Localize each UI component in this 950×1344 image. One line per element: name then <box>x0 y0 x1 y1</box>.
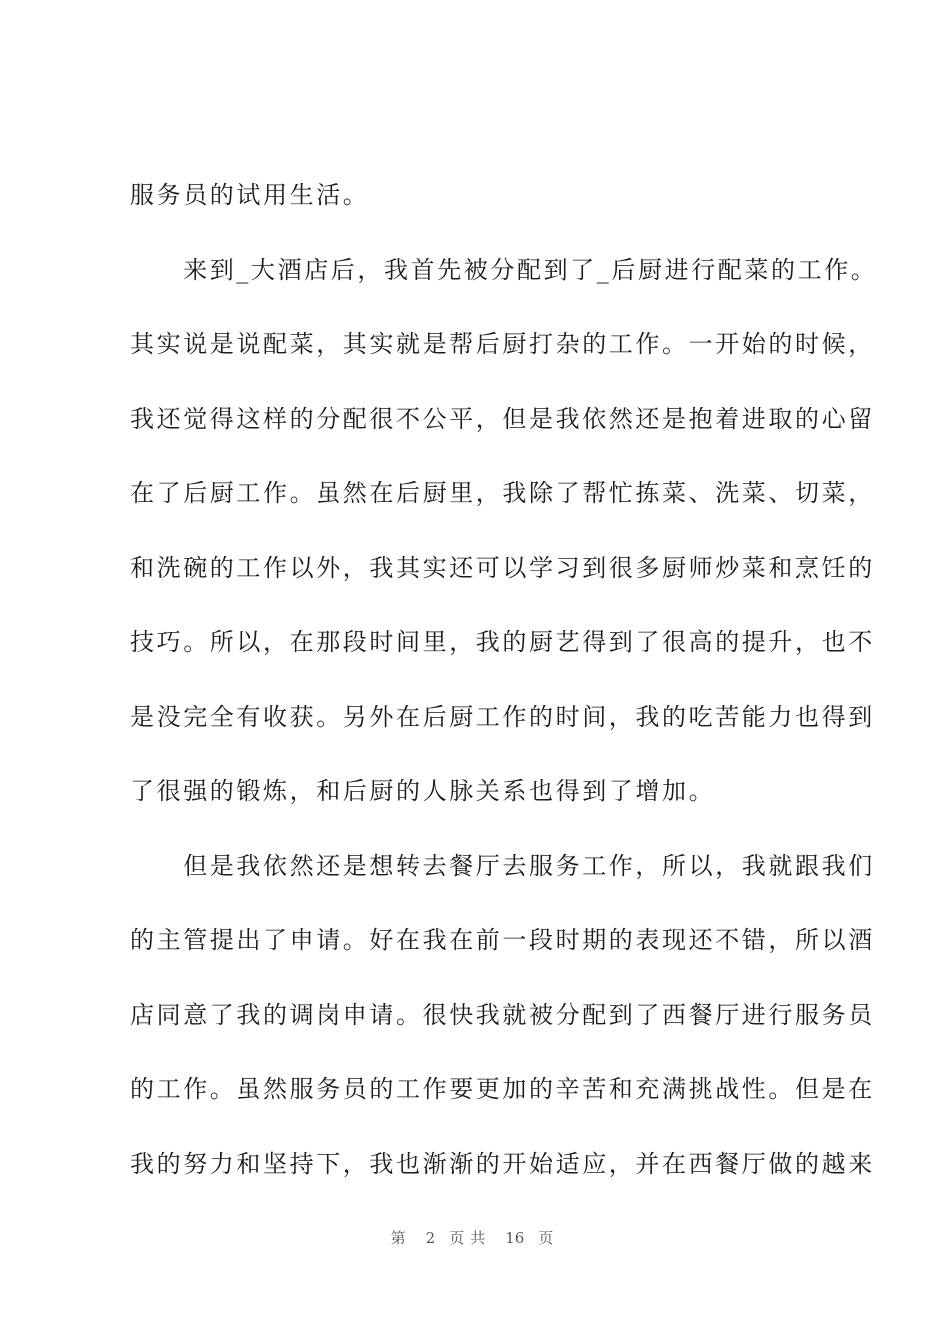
footer-page-number: 2 <box>425 1229 436 1247</box>
footer-middle: 页共 <box>449 1229 492 1247</box>
text-line-10: 但是我依然还是想转去餐厅去服务工作，所以，我就跟我们 <box>130 851 875 880</box>
text-line-4: 我还觉得这样的分配很不公平，但是我依然还是抱着进取的心留 <box>130 404 875 433</box>
page-footer <box>0 1227 950 1248</box>
body-text <box>130 167 878 1210</box>
text-line-14: 我的努力和坚持下，我也渐渐的开始适应，并在西餐厅做的越来 <box>130 1149 875 1178</box>
text-line-2: 来到_大酒店后，我首先被分配到了_后厨进行配菜的工作。 <box>130 255 878 284</box>
text-line-13: 的工作。虽然服务员的工作要更加的辛苦和充满挑战性。但是在 <box>130 1075 875 1103</box>
text-line-5: 在了后厨工作。虽然在后厨里，我除了帮忙拣菜、洗菜、切菜， <box>130 479 875 507</box>
footer-suffix: 页 <box>538 1229 560 1247</box>
text-line-8: 是没完全有收获。另外在后厨工作的时间，我的吃苦能力也得到 <box>130 702 875 731</box>
text-line-7: 技巧。所以，在那段时间里，我的厨艺得到了很高的提升，也不 <box>130 628 875 656</box>
text-line-1: 服务员的试用生活。 <box>130 181 370 209</box>
text-line-6: 和洗碗的工作以外，我其实还可以学习到很多厨师炒菜和烹饪的 <box>130 553 875 582</box>
footer-total-pages: 16 <box>505 1229 525 1247</box>
text-line-3: 其实说是说配菜，其实就是帮后厨打杂的工作。一开始的时候， <box>130 330 875 358</box>
text-line-9: 了很强的锻炼，和后厨的人脉关系也得到了增加。 <box>130 777 716 805</box>
text-line-12: 店同意了我的调岗申请。很快我就被分配到了西餐厅进行服务员 <box>130 1000 875 1029</box>
text-line-11: 的主管提出了申请。好在我在前一段时期的表现还不错，所以酒 <box>130 926 875 954</box>
footer-prefix: 第 <box>390 1229 412 1247</box>
